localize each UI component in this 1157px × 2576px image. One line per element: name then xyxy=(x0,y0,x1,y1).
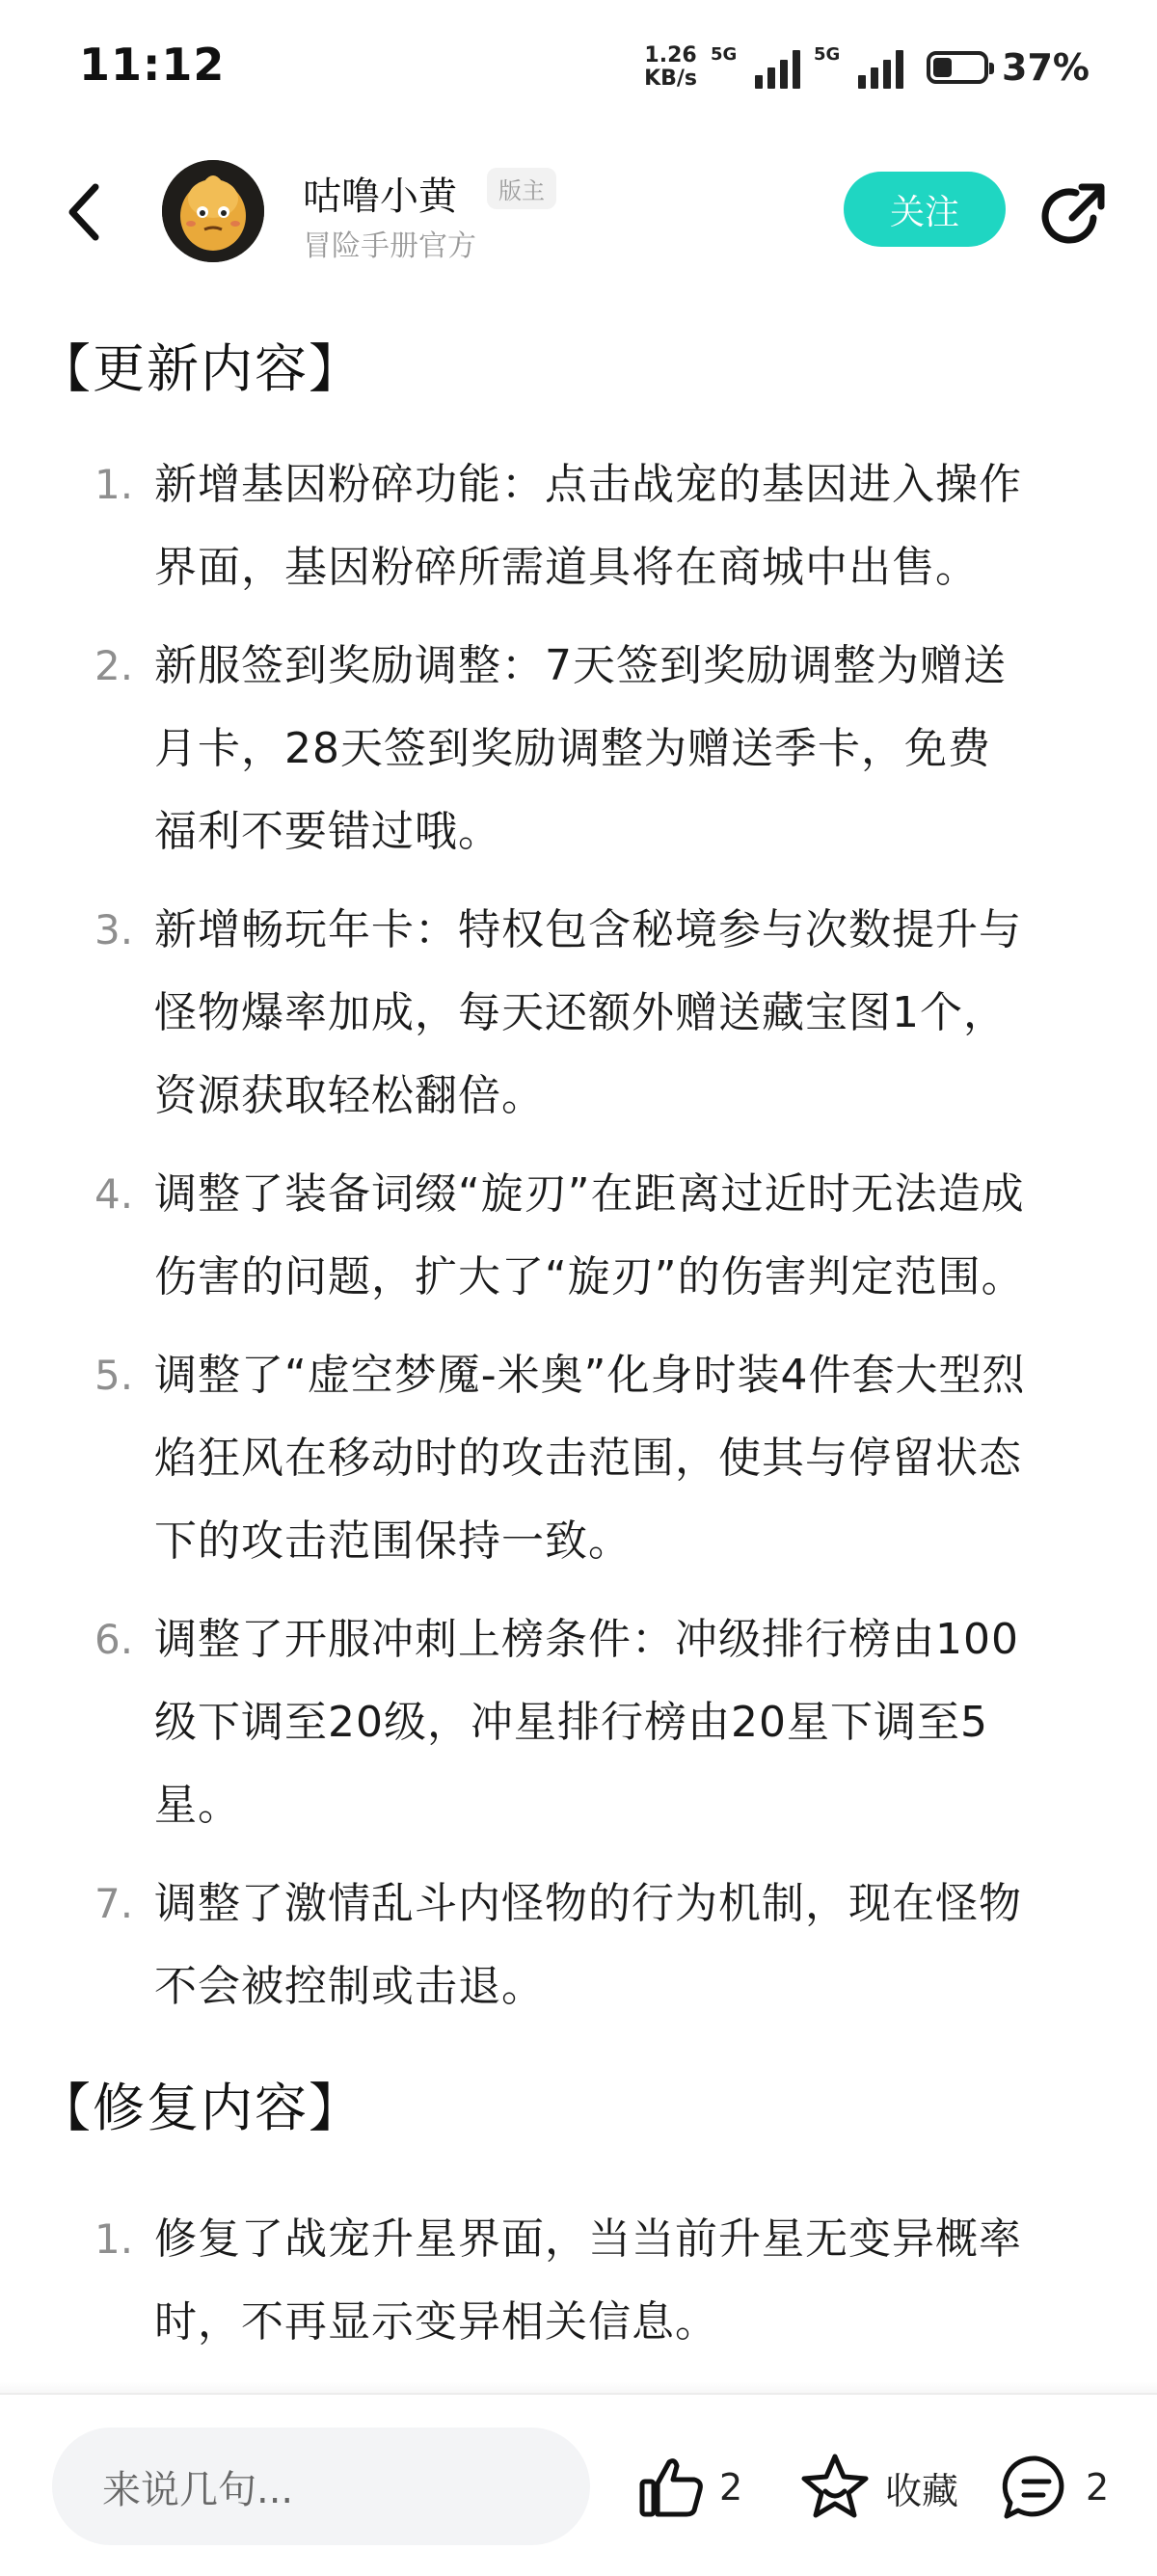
comment-bubble-icon xyxy=(999,2451,1072,2524)
list-item-line: 级下调至20级，冲星排行榜由20星下调至5 xyxy=(154,1698,988,1747)
list-item-line: 调整了开服冲刺上榜条件：冲级排行榜由100 xyxy=(154,1615,1019,1664)
list-item-line: 资源获取轻松翻倍。 xyxy=(154,1071,545,1120)
moderator-badge: 版主 xyxy=(487,168,556,209)
battery-level-fill xyxy=(933,58,952,77)
network-speed-value: 1.26 xyxy=(644,43,697,67)
share-button[interactable] xyxy=(1037,177,1111,251)
section-title-fix: 【修复内容】 xyxy=(39,2078,363,2138)
post-header xyxy=(0,145,1157,280)
list-item-line: 新服签到奖励调整：7天签到奖励调整为赠送 xyxy=(154,641,1007,690)
list-item-number: 7. xyxy=(94,1880,134,1927)
favorite-button[interactable] xyxy=(798,2447,958,2528)
list-item-line: 怪物爆率加成，每天还额外赠送藏宝图1个， xyxy=(154,988,1007,1037)
like-count: 2 xyxy=(719,2466,743,2509)
avatar-image xyxy=(162,160,264,262)
list-item-line: 时，不再显示变异相关信息。 xyxy=(154,2297,718,2347)
signal-2-icon xyxy=(814,46,903,89)
list-item-line: 调整了装备词缀“旋刃”在距离过近时无法造成 xyxy=(154,1169,1025,1219)
list-item-number: 5. xyxy=(94,1352,134,1399)
list-item-number: 2. xyxy=(94,642,134,689)
list-item-text xyxy=(154,443,1104,609)
bottom-action-bar xyxy=(0,2393,1157,2576)
battery-icon xyxy=(927,51,988,84)
list-item-text xyxy=(154,1863,1104,2028)
list-item-line: 福利不要错过哦。 xyxy=(154,807,501,856)
list-item-line: 新增畅玩年卡：特权包含秘境参与次数提升与 xyxy=(154,905,1022,954)
battery-percent: 37% xyxy=(1002,46,1090,89)
share-icon xyxy=(1037,177,1111,251)
comment-count: 2 xyxy=(1086,2466,1110,2509)
list-item-line: 不会被控制或击退。 xyxy=(154,1962,545,2011)
list-item-line: 焰狂风在移动时的攻击范围，使其与停留状态 xyxy=(154,1434,1022,1483)
list-item-line: 调整了激情乱斗内怪物的行为机制，现在怪物 xyxy=(154,1879,1022,1928)
list-item-line: 调整了“虚空梦魇-米奥”化身时装4件套大型烈 xyxy=(154,1351,1026,1400)
signal-2-label: 5G xyxy=(814,44,841,65)
list-item-line: 月卡，28天签到奖励调整为赠送季卡，免费 xyxy=(154,724,991,773)
comment-button[interactable] xyxy=(999,2447,1109,2528)
list-item-line: 界面，基因粉碎所需道具将在商城中出售。 xyxy=(154,543,979,592)
status-bar xyxy=(0,0,1157,135)
list-item-number: 1. xyxy=(94,461,134,508)
section-title-update: 【更新内容】 xyxy=(39,338,363,399)
network-speed-unit: KB/s xyxy=(644,67,698,91)
signal-1-icon xyxy=(711,46,800,89)
list-item-line: 下的攻击范围保持一致。 xyxy=(154,1516,632,1566)
author-name[interactable]: 咕噜小黄 xyxy=(303,174,457,219)
comment-input[interactable]: 来说几句... xyxy=(52,2428,590,2545)
author-subtitle: 冒险手册官方 xyxy=(303,229,476,263)
list-item-text xyxy=(154,1598,1104,1847)
list-item-number: 3. xyxy=(94,906,134,953)
back-arrow-icon xyxy=(65,181,103,243)
follow-button[interactable]: 关注 xyxy=(844,172,1006,247)
like-button[interactable] xyxy=(636,2447,742,2528)
list-item-number: 4. xyxy=(94,1170,134,1218)
list-item-text xyxy=(154,2198,1104,2364)
list-item-line: 伤害的问题，扩大了“旋刃”的伤害判定范围。 xyxy=(154,1252,1025,1301)
list-item-number: 6. xyxy=(94,1616,134,1663)
list-item-line: 新增基因粉碎功能：点击战宠的基因进入操作 xyxy=(154,460,1022,509)
list-item-text xyxy=(154,1334,1104,1583)
list-item-text xyxy=(154,889,1104,1138)
status-icons xyxy=(644,39,1090,96)
back-button[interactable] xyxy=(50,174,118,251)
list-item-number: 1. xyxy=(94,2215,134,2263)
favorite-label: 收藏 xyxy=(885,2469,959,2512)
list-item-line: 修复了战宠升星界面，当当前升星无变异概率 xyxy=(154,2214,1022,2264)
list-item-line: 星。 xyxy=(154,1781,241,1830)
signal-1-label: 5G xyxy=(711,44,738,65)
list-item-text xyxy=(154,1153,1104,1319)
status-time: 11:12 xyxy=(79,39,226,91)
star-icon xyxy=(798,2451,872,2524)
list-item-text xyxy=(154,625,1104,873)
network-speed xyxy=(644,44,697,91)
thumbs-up-icon xyxy=(636,2453,706,2522)
avatar[interactable] xyxy=(162,160,264,262)
